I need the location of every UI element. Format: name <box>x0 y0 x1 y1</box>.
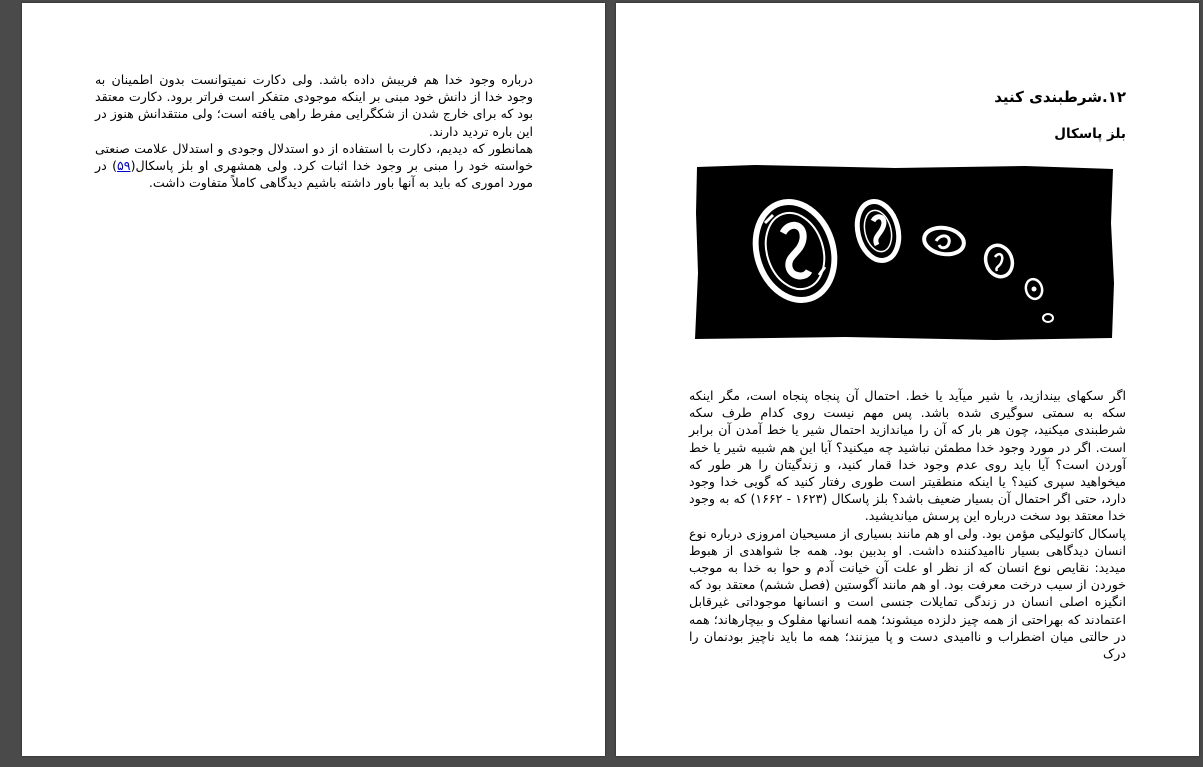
spinning-coins-illustration <box>695 163 1114 340</box>
right-page-body <box>689 387 1126 662</box>
right-paragraph-1: اگر سکهای بیندازید، یا شیر میآید یا خط. احتمال آن پنجاه پنجاه است، مگر اینکه سکه به سمتی سوگیری شده باشد. پس مهم نیست روی کدام طرف سکه شرطبندی میکنید، چون هر بار که آن را میاندازید احتمال شیر یا خط آمدن آن برابر است. اگر در مورد وجود خدا مطمئن نباشید چه میکنید؟ آیا این هم شبیه شیر یا خط آوردن است؟ آیا باید روی عدم وجود خدا قمار کنید، و زندگیتان را هر طور که میخواهید سپری کنید؟ یا اینکه منطقیتر است طوری رفتار کنید که گویی خدا وجود دارد، حتی اگر احتمال آن بسیار ضعیف باشد؟ بلز پاسکال (۱۶۲۳ - ۱۶۶۲) که به وجود خدا معتقد بود سخت درباره این پرسش میاندیشید. <box>689 388 1126 524</box>
left-paragraph-1: درباره وجود خدا هم فریبش داده باشد. ولی دکارت نمیتوانست بدون اطمینان به وجود خدا از دانش خود مبنی بر اینکه موجودی متفکر است فراتر برود. دکارت معتقد بود که برای خارج شدن از شکگرایی مفرط راهی یافته است؛ ولی منتقدانش هنوز در این باره تردید دارند. <box>95 72 533 139</box>
left-paragraph-2-tail-start: بلز پاسکال( <box>130 158 194 174</box>
left-paragraph-2-tail-end: ) در مورد اموری که باید به آنها باور داشته باشیم دیدگاهی کاملاً متفاوت داشت. <box>95 158 533 191</box>
chapter-subtitle: بلز پاسکال <box>1054 126 1126 142</box>
left-paragraph-2-text: همانطور که دیدیم، دکارت با استفاده از دو استدلال وجودی و استدلال علامت صنعتی خواسته خود را مبنی بر وجود خدا اثبات کرد. ولی همشهری او <box>95 140 533 174</box>
footnote-link[interactable]: ۵۹ <box>117 158 131 174</box>
chapter-title: ۱۲.شرطبندی کنید <box>994 88 1126 106</box>
document-page-left <box>22 3 605 756</box>
right-paragraph-2: پاسکال کاتولیکی مؤمن بود. ولی او هم مانند بسیاری از مسیحیان امروزی درباره نوع انسان دیدگاهی بسیار ناامیدکننده داشت. او بدبین بود. همه جا شواهدی از هبوط میدید: نقایص نوع انسان که از نظر او علت آن خیانت آدم و حوا به خدا به موجب خوردن از سیب درخت معرفت بود. او هم مانند آگوستین (فصل ششم) معتقد بود که انگیزه اصلی انسان در زندگی تمایلات جنسی است و انسانها موجوداتی غیرقابل اعتمادند که بهراحتی از همه چیز دلزده میشوند؛ همه انسانها مفلوک و بیچارهاند؛ همه در حالتی میان اضطراب و ناامیدی دست و پا میزنند؛ همه ما باید ناچیز بودنمان را درک <box>689 525 1126 662</box>
document-page-right <box>616 3 1199 756</box>
left-paragraph-2 <box>95 140 533 192</box>
left-page-body <box>95 71 533 191</box>
